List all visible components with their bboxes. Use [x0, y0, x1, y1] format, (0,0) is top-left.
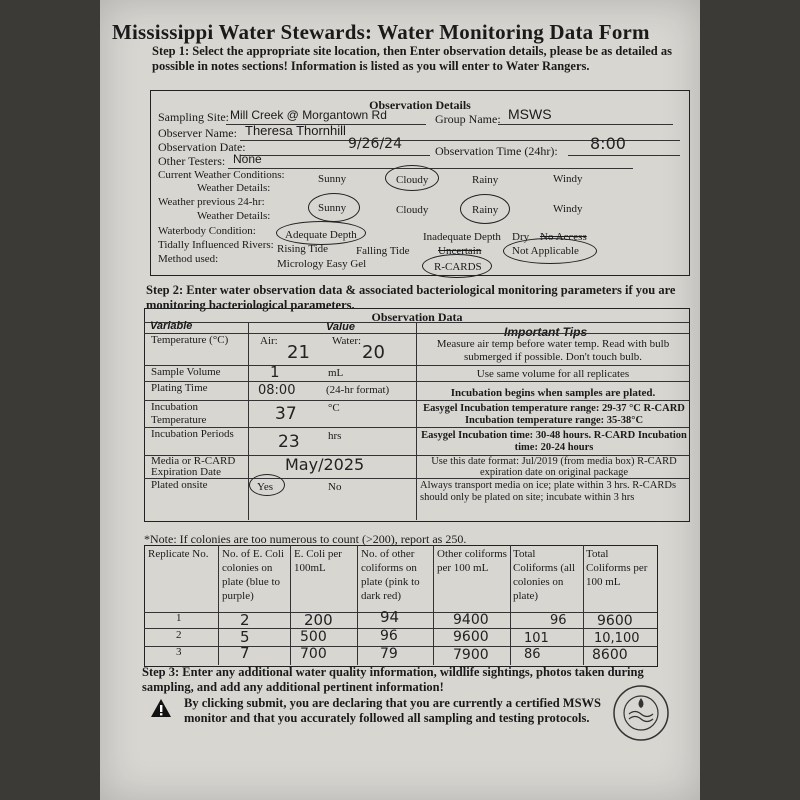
plated-onsite-yes-mark — [249, 474, 285, 496]
submit-declaration: By clicking submit, you are declaring that you are currently a certified MSWS monitor and that you accurately followed all sampling and testing protocols. — [184, 696, 601, 725]
adequate-depth-option[interactable]: Adequate Depth — [285, 229, 357, 241]
previous-rainy-selected-mark — [460, 194, 510, 224]
current-weather-details-label: Weather Details: — [197, 182, 271, 194]
rep2-other[interactable]: 96 — [380, 628, 398, 644]
observation-details-header: Observation Details — [369, 98, 471, 112]
current-rainy[interactable]: Rainy — [472, 174, 499, 186]
rep-header-4: Other coliforms per 100 mL — [437, 548, 507, 574]
var-incubation-temperature: Incubation Temperature — [151, 401, 207, 426]
previous-sunny-selected-mark — [308, 193, 360, 222]
rep1-other-per-100[interactable]: 9400 — [453, 612, 489, 628]
current-windy[interactable]: Windy — [553, 173, 583, 185]
previous-weather-label: Weather previous 24-hr: — [158, 196, 265, 208]
rep1-ecoli-per-100[interactable]: 200 — [304, 611, 333, 629]
rising-tide-option[interactable]: Rising Tide — [277, 243, 329, 255]
observer-name-label: Observer Name: — [158, 126, 237, 140]
tip-sample-volume: Use same volume for all replicates — [476, 368, 630, 380]
sampling-site-value[interactable]: Mill Creek @ Morgantown Rd — [230, 108, 387, 122]
current-cloudy-selected-mark — [385, 165, 439, 191]
sample-volume-unit: mL — [328, 367, 344, 379]
rep3-ecoli-per-100[interactable]: 700 — [300, 646, 327, 662]
previous-rainy[interactable]: Rainy — [472, 204, 499, 216]
rep3-other[interactable]: 79 — [380, 646, 398, 662]
sampling-site-label: Sampling Site: — [158, 110, 230, 124]
incubation-periods-unit: hrs — [328, 430, 342, 442]
tip-incubation-temperature: Easygel Incubation temperature range: 29-37 °C R-CARD Incubation temperature range: 35-38°C — [423, 403, 685, 426]
current-cloudy[interactable]: Cloudy — [396, 174, 429, 186]
var-expiration-date: Media or R-CARD Expiration Date — [151, 455, 236, 478]
col-tips-header: Important Tips — [504, 325, 588, 339]
observation-date-value[interactable]: 9/26/24 — [348, 136, 402, 152]
air-label: Air: — [260, 335, 278, 347]
observer-name-value[interactable]: Theresa Thornhill — [245, 123, 346, 138]
rep-header-1: No. of E. Coli colonies on plate (blue to purple) — [222, 548, 285, 602]
group-name-value[interactable]: MSWS — [508, 106, 552, 122]
rep2-no: 2 — [176, 629, 182, 641]
rep3-other-per-100[interactable]: 7900 — [453, 647, 489, 663]
var-temperature: Temperature (°C) — [151, 334, 229, 346]
rep3-no: 3 — [176, 646, 182, 658]
rep2-other-per-100[interactable]: 9600 — [453, 629, 489, 645]
incubation-temp-unit: °C — [328, 402, 340, 414]
water-temp-value[interactable]: 20 — [362, 342, 385, 363]
colony-note: *Note: If colonies are too numerous to count (>200), report as 250. — [144, 532, 467, 546]
rep1-total[interactable]: 96 — [550, 613, 567, 628]
var-plating-time: Plating Time — [151, 382, 208, 394]
uncertain-option[interactable]: Uncertain — [438, 245, 482, 257]
rep3-ecoli[interactable]: 7 — [240, 644, 250, 662]
observation-date-label: Observation Date: — [158, 140, 246, 154]
rep3-total[interactable]: 86 — [524, 647, 541, 662]
var-incubation-periods: Incubation Periods — [151, 428, 234, 440]
group-name-label: Group Name: — [435, 112, 501, 126]
tip-incubation-periods: Easygel Incubation time: 30-48 hours. R-CARD Incubation time: 20-24 hours — [421, 430, 687, 453]
rep1-other[interactable]: 94 — [380, 608, 400, 626]
tip-expiration-date: Use this date format: Jul/2019 (from media box) R-CARD expiration date on original package — [431, 456, 677, 478]
adequate-depth-selected-mark — [276, 221, 366, 245]
form-page — [100, 0, 700, 800]
rep2-ecoli-per-100[interactable]: 500 — [300, 629, 327, 645]
rcards-selected-mark — [422, 254, 492, 278]
current-weather-label: Current Weather Conditions: — [158, 169, 285, 181]
rep-header-2: E. Coli per 100mL — [294, 548, 342, 574]
inadequate-depth-option[interactable]: Inadequate Depth — [423, 231, 501, 243]
rep1-total-per-100[interactable]: 9600 — [597, 613, 633, 629]
rcards-option[interactable]: R-CARDS — [434, 261, 482, 273]
current-sunny[interactable]: Sunny — [318, 173, 347, 185]
step2-instructions: Step 2: Enter water observation data & associated bacteriological monitoring parameters if you are monitoring bacteriological parameters. — [146, 283, 676, 312]
water-label: Water: — [332, 335, 362, 347]
rep-header-3: No. of other coliforms on plate (pink to dark red) — [361, 548, 420, 602]
expiration-date-value[interactable]: May/2025 — [285, 455, 365, 474]
rep3-total-per-100[interactable]: 8600 — [592, 647, 628, 663]
form-title: Mississippi Water Stewards: Water Monitoring Data Form — [112, 20, 650, 44]
plated-onsite-yes[interactable]: Yes — [257, 481, 274, 493]
observation-time-value[interactable]: 8:00 — [590, 134, 626, 153]
warning-icon — [150, 698, 172, 723]
not-applicable-option[interactable]: Not Applicable — [512, 245, 579, 257]
plating-time-value[interactable]: 08:00 — [258, 383, 296, 398]
rep1-ecoli[interactable]: 2 — [240, 611, 250, 629]
plating-time-unit: (24-hr format) — [326, 384, 390, 396]
observation-data-header: Observation Data — [371, 310, 463, 324]
waterbody-condition-label: Waterbody Condition: — [158, 225, 256, 237]
not-applicable-selected-mark — [503, 238, 597, 264]
method-used-label: Method used: — [158, 253, 219, 265]
msws-logo — [612, 684, 670, 747]
previous-sunny[interactable]: Sunny — [318, 202, 347, 214]
rep-header-6: Total Coliforms per 100 mL — [586, 548, 648, 588]
dry-option[interactable]: Dry — [512, 231, 530, 243]
var-plated-onsite: Plated onsite — [151, 479, 208, 491]
rep2-total-per-100[interactable]: 10,100 — [594, 631, 640, 646]
no-access-option[interactable]: No Access — [540, 231, 587, 243]
col-variable-header: Variable — [150, 320, 193, 332]
tidal-label: Tidally Influenced Rivers: — [158, 239, 274, 251]
rep1-no: 1 — [176, 612, 182, 624]
col-value-header: Value — [326, 321, 355, 333]
incubation-periods-value[interactable]: 23 — [278, 432, 300, 452]
other-testers-value[interactable]: None — [233, 152, 262, 166]
micrology-option[interactable]: Micrology Easy Gel — [277, 258, 367, 270]
other-testers-label: Other Testers: — [158, 154, 226, 168]
tip-temperature: Measure air temp before water temp. Read with bulb submerged if possible. Don't touch bulb. — [436, 338, 670, 363]
plated-onsite-no[interactable]: No — [328, 481, 342, 493]
rep-header-5: Total Coliforms (all colonies on plate) — [513, 548, 576, 602]
previous-weather-details-label: Weather Details: — [197, 210, 271, 222]
step3-instructions: Step 3: Enter any additional water quality information, wildlife sightings, photos taken during sampling, and add any additional pertinent information! — [142, 665, 644, 694]
observation-time-label: Observation Time (24hr): — [435, 144, 558, 158]
rep2-total[interactable]: 101 — [524, 631, 549, 646]
tip-plated-onsite: Always transport media on ice; plate within 3 hrs. R-CARDs should only be plated on site; incubate within 3 hrs — [420, 480, 677, 503]
sample-volume-value[interactable]: 1 — [270, 363, 280, 381]
air-temp-value[interactable]: 21 — [287, 342, 310, 363]
previous-cloudy[interactable]: Cloudy — [396, 204, 429, 216]
step1-instructions: Step 1: Select the appropriate site location, then Enter observation details, please be as detailed as possible in notes sections! Information is listed as you will enter to Water Rangers. — [152, 44, 672, 73]
falling-tide-option[interactable]: Falling Tide — [356, 245, 410, 257]
previous-windy[interactable]: Windy — [553, 203, 583, 215]
tip-plating-time: Incubation begins when samples are plated. — [450, 387, 656, 399]
incubation-temp-value[interactable]: 37 — [275, 404, 297, 424]
rep-header-0: Replicate No. — [148, 548, 209, 560]
var-sample-volume: Sample Volume — [151, 366, 221, 378]
rep2-ecoli[interactable]: 5 — [240, 628, 250, 646]
